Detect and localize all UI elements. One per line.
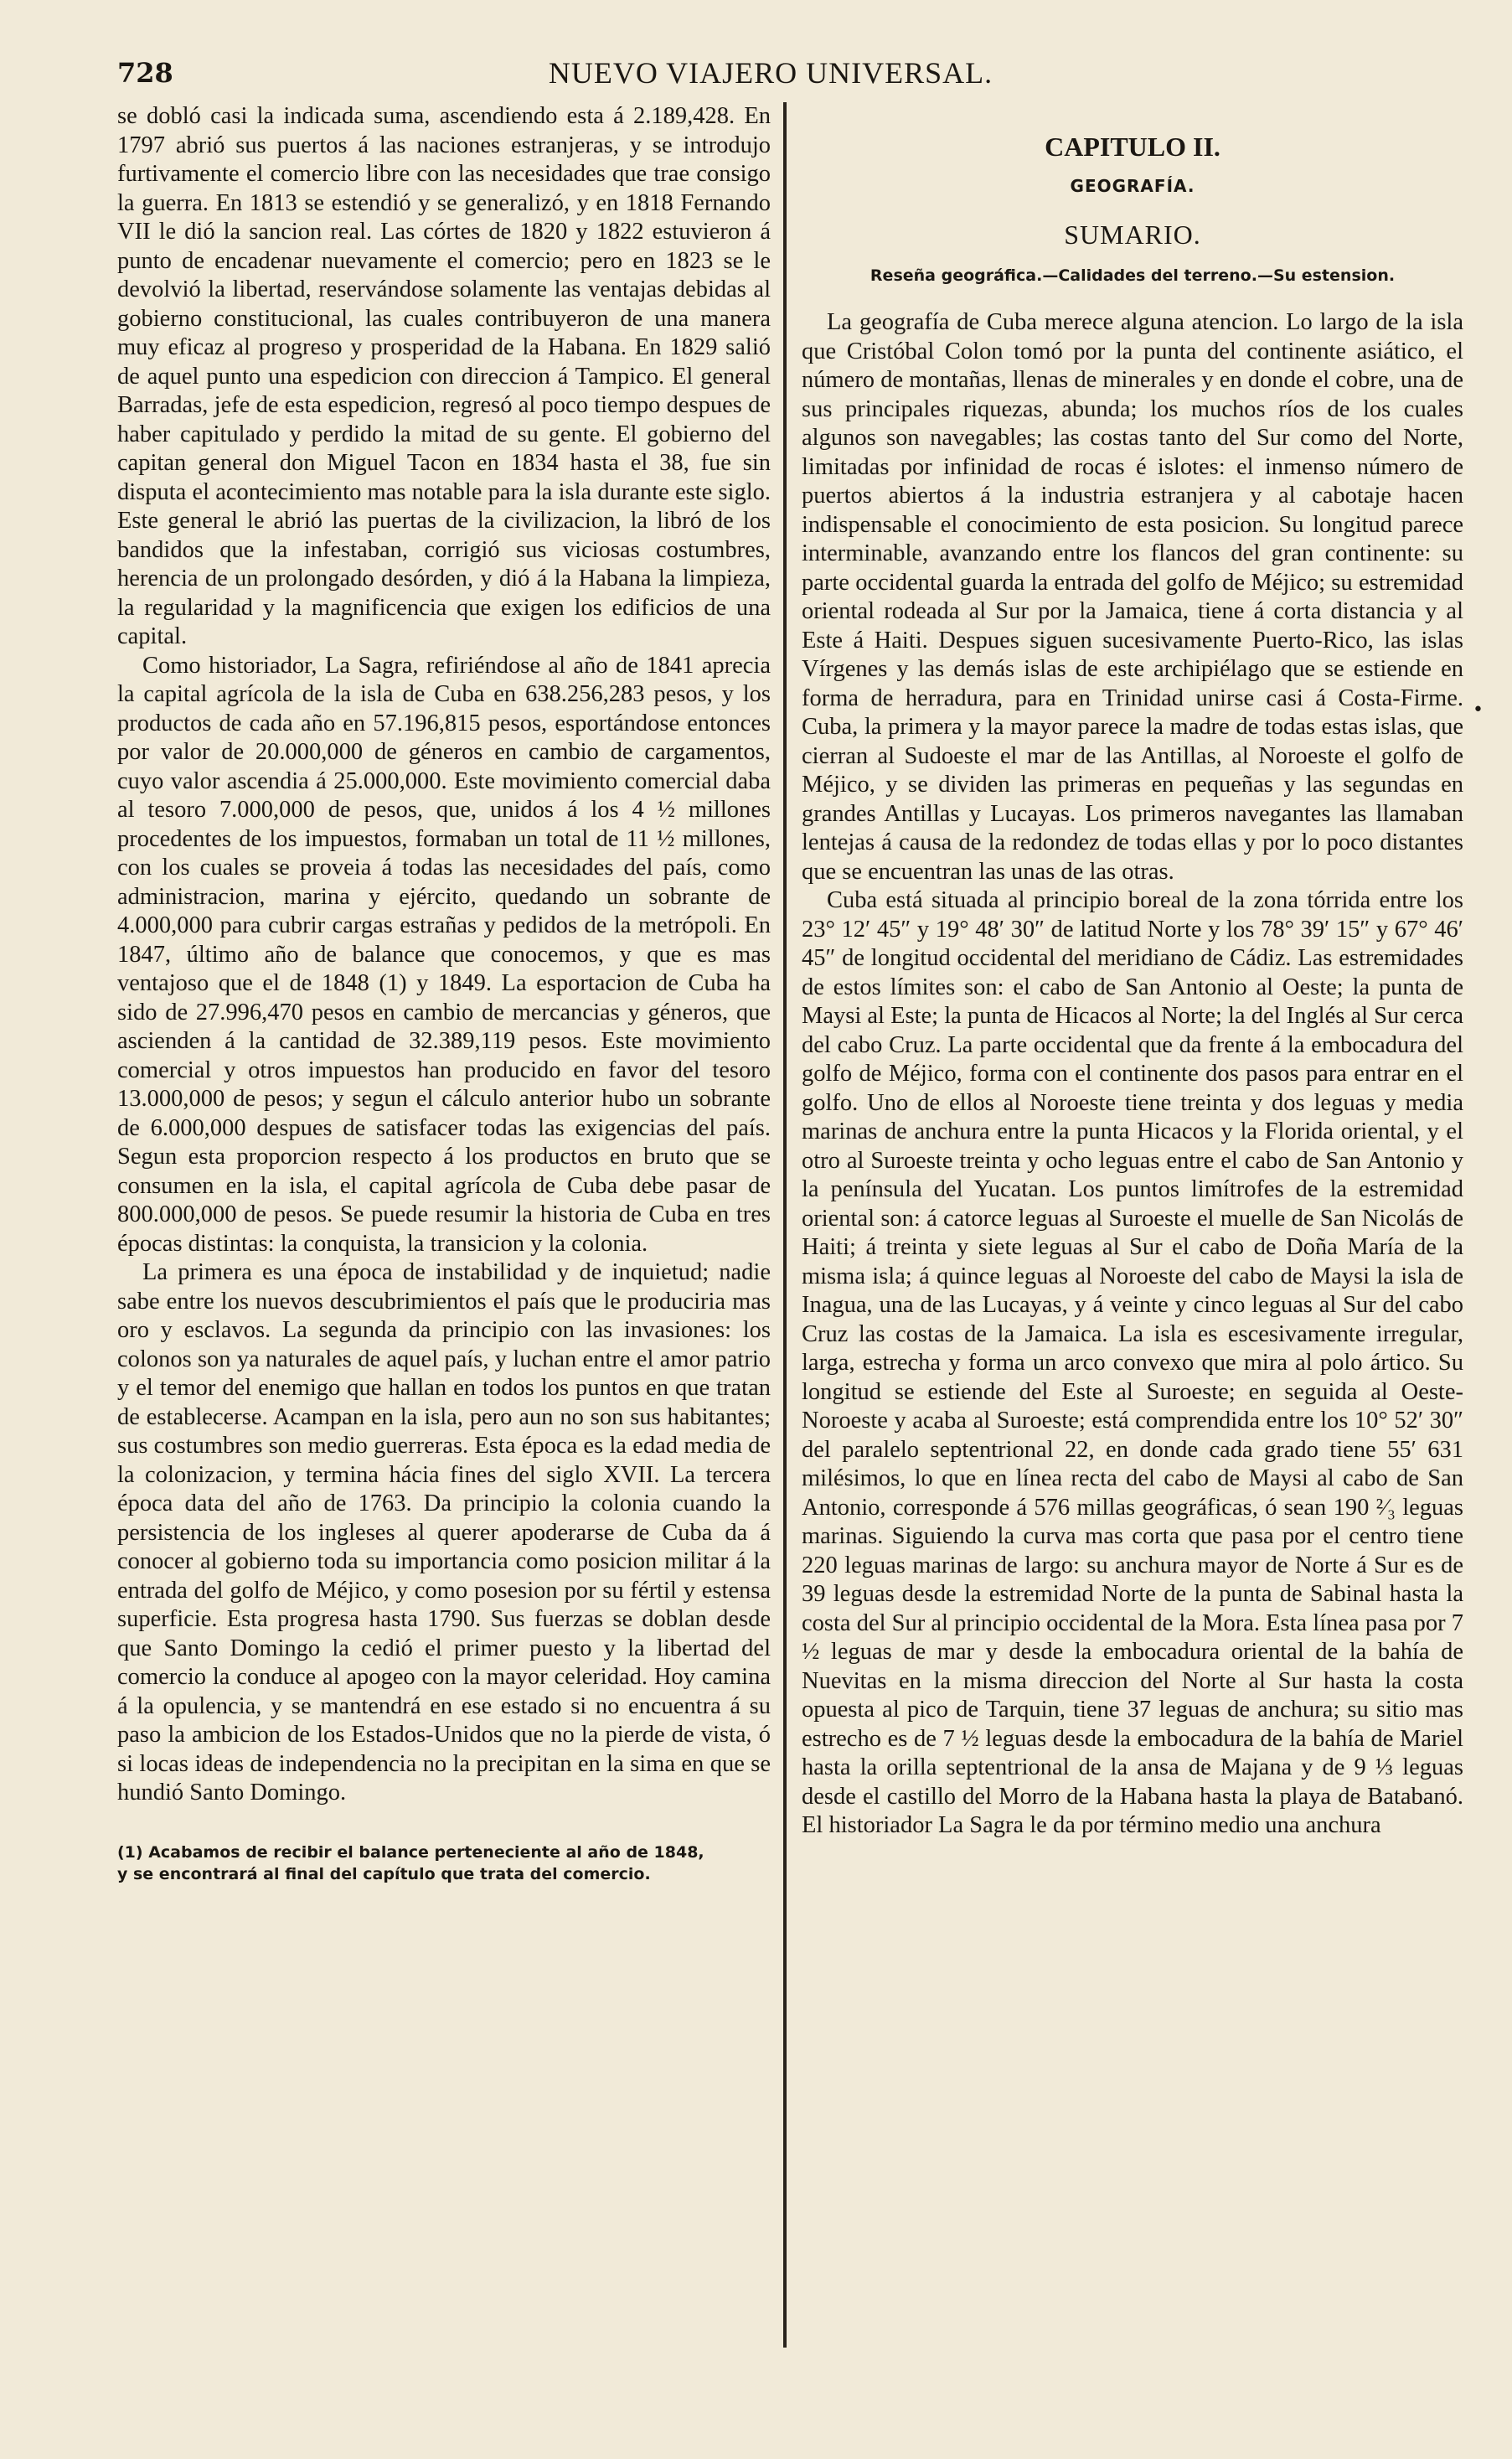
chapter-heading: CAPITULO II. [1045, 132, 1220, 162]
left-paragraph-2: Como historiador, La Sagra, refiriéndose al año de 1841 aprecia la capital agrícola de la isla de Cuba en 638.256,283 pesos, y los productos de cada año en 57.196,815 pesos, esportándose entonces por valor de 20.000,000 de géneros en cambio de cargamentos, cuyo valor ascendia á 25.000,000. Este movimiento comercial daba al tesoro 7.000,000 de pesos, que, unidos á los 4 ½ millones procedentes de los impuestos, formaban un total de 11 ½ millones, con los cuales se proveia á todas las necesidades del país, como administracion, marina y ejército, quedando un sobrante de 4.000,000 para cubrir cargas estrañas y pedidos de la metrópoli. En 1847, último año de balance que conocemos, y que es mas ventajoso que el de 1848 (1) y 1849. La esportacion de Cuba ha sido de 27.996,470 pesos en cambio de mercancias y géneros, que ascienden á la cantidad de 32.389,119 pesos. Este movimiento comercial y otros impuestos han producido en favor del tesoro 13.000,000 de pesos; y segun el cálculo anterior hubo un sobrante de 6.000,000 despues de satisfacer todas las exigencias del país. Segun esta proporcion respecto á los productos en bruto que se consumen en la isla, el capital agrícola de Cuba debe pasar de 800.000,000 de pesos. Se puede resumir la historia de Cuba en tres épocas distintas: la conquista, la transicion y la colonia. [117, 652, 771, 1257]
left-paragraph-3: La primera es una época de instabilidad y de inquietud; nadie sabe entre los nuevos descubrimientos el país que le produciria mas oro y esclavos. La segunda da principio con las invasiones: los colonos son ya naturales de aquel país, y luchan entre el amor patrio y el temor del enemigo que hallan en todos los puntos en que tratan de establecerse. Acampan en la isla, pero aun no son sus habitantes; sus costumbres son medio guerreras. Esta época es la edad media de la colonizacion, y termina hácia fines del siglo XVII. La tercera época data del año de 1763. Da principio la colonia cuando la persistencia de los ingleses al querer apoderarse de Cuba da á conocer al gobierno toda su importancia como posicion militar á la entrada del golfo de Méjico, y como posesion por su fértil y estensa superficie. Esta progresa hasta 1790. Sus fuerzas se doblan desde que Santo Domingo la cedió el primer puesto y la libertad del comercio la conduce al apogeo con la mayor celeridad. Hoy camina á la opulencia, y se mantendrá en ese estado si no encuentra á su paso la ambicion de los Estados-Unidos que no la pierde de vista, ó si locas ideas de independencia no la precipitan en la sima en que se hundió Santo Domingo. [117, 1259, 771, 1806]
column-divider [783, 102, 787, 2348]
footnote-line-2: y se encontrará al final del capítulo que trata del comercio. [117, 1864, 651, 1883]
page-number: 728 [117, 57, 173, 89]
left-column [117, 102, 771, 2348]
chapter-subject: GEOGRAFÍA. [1070, 175, 1195, 196]
summary-heading: SUMARIO. [1064, 220, 1201, 250]
footnote-line-1: (1) Acabamos de recibir el balance perteneciente al año de 1848, [117, 1842, 704, 1862]
right-paragraph-2: Cuba está situada al principio boreal de la zona tórrida entre los 23° 12′ 45″ y 19° 48′ 30″ de latitud Norte y los 78° 39′ 15″ y 67° 46′ 45″ de longitud occidental del meridiano de Cádiz. Las estremidades de estos límites son: el cabo de San Antonio al Oeste; la punta de Maysi al Este; la punta de Hicacos al Norte; la del Inglés al Sur cerca del cabo Cruz. La parte occidental que da frente á la embocadura del golfo de Méjico, forma con el continente dos pasos para entrar en el golfo. Uno de ellos al Noroeste tiene treinta y dos leguas y media marinas de anchura entre la punta Hicacos y la Florida oriental, y el otro al Suroeste treinta y ocho leguas entre el cabo de San Antonio y la península del Yucatan. Los puntos limítrofes de la estremidad oriental son: á catorce leguas al Suroeste el muelle de San Nicolás de Haiti; á treinta y siete leguas al Sur el cabo de Doña María de la misma isla; á quince leguas al Noroeste del cabo de Maysi la isla de Inagua, una de las Lucayas, y á veinte y cinco leguas al Sur del cabo Cruz las costas de la Jamaica. La isla es escesivamente irregular, larga, estrecha y forma un arco convexo que mira al polo ártico. Su longitud se estiende del Este al Suroeste; en seguida al Oeste-Noroeste y acaba al Suroeste; está comprendida entre los 10° 52′ 30″ del paralelo septentrional 22, en donde cada grado tiene 55′ 631 milésimos, lo que en línea recta del cabo de Maysi al cabo de San Antonio, corresponde á 576 millas geográficas, ó sean 190 ²⁄₃ leguas marinas. Siguiendo la curva mas corta que pasa por el centro tiene 220 leguas marinas de largo: su anchura mayor de Norte á Sur es de 39 leguas desde la estremidad Norte de la punta de Sabinal hasta la costa del Sur al principio occidental de la Mora. Esta línea pasa por 7 ½ leguas de mar y desde la embocadura oriental de la bahía de Nuevitas en la misma direccion del Norte al Sur hasta la costa opuesta al pico de Tarquin, tiene 37 leguas de anchura; su sitio mas estrecho es de 7 ½ leguas desde la embocadura de la bahía de Mariel hasta la orilla septentrional de la ansa de Majana y de 9 ⅓ leguas desde el castillo del Morro de la Habana hasta la playa de Batabanó. El historiador La Sagra le da por término medio una anchura [802, 887, 1463, 1838]
margin-dot-icon: • [1473, 700, 1484, 721]
page-header [117, 52, 1424, 102]
footnote [117, 1830, 771, 1885]
summary-text: Reseña geográfica.—Calidades del terreno.—Su estension. [870, 266, 1396, 285]
running-title: NUEVO VIAJERO UNIVERSAL. [548, 56, 993, 90]
left-paragraph-1: se dobló casi la indicada suma, ascendiendo esta á 2.189,428. En 1797 abrió sus puertos á las naciones estranjeras, y se introdujo furtivamente el comercio libre con las necesidades que trae consigo la guerra. En 1813 se estendió y se generalizó, y en 1818 Fernando VII le dió la sancion real. Las córtes de 1820 y 1822 estuvieron á punto de encadenar nuevamente el comercio; pero en 1823 se le devolvió la libertad, reservándose solamente las ventajas debidas al gobierno constitucional, las cuales contribuyeron de una manera muy eficaz al progreso y prosperidad de la Habana. En 1829 salió de aquel punto una espedicion con direccion á Tampico. El general Barradas, jefe de esta espedicion, regresó al poco tiempo despues de haber capitulado y perdido la mitad de su gente. El gobierno del capitan general don Miguel Tacon en 1834 hasta el 38, fue sin disputa el acontecimiento mas notable para la isla durante este siglo. Este general le abrió las puertas de la civilizacion, la libró de los bandidos que la infestaban, corrigió sus viciosas costumbres, herencia de un prolongado desórden, y dió á la Habana la limpieza, la regularidad y la magnificencia que exigen los edificios de una capital. [117, 103, 771, 649]
right-column [802, 102, 1463, 1841]
right-paragraph-1: La geografía de Cuba merece alguna atencion. Lo largo de la isla que Cristóbal Colon tomó por la punta del continente asiático, el número de montañas, llenas de minerales y en donde el cobre, una de sus principales riquezas, abunda; los muchos ríos de los cuales algunos son navegables; las costas tanto del Sur como del Norte, limitadas por infinidad de rocas é islotes: el inmenso número de puertos abiertos á la industria estranjera y al cabotaje hacen indispensable el conocimiento de esta posicion. Su longitud parece interminable, avanzando entre los flancos del gran continente: su parte occidental guarda la entrada del golfo de Méjico; su estremidad oriental rodeada al Sur por la Jamaica, tiene á corta distancia y al Este á Haiti. Despues siguen sucesivamente Puerto-Rico, las islas Vírgenes y las demás islas de este archipiélago que se estiende en forma de herradura, para en Trinidad unirse casi á Costa-Firme. Cuba, la primera y la mayor parece la madre de todas estas islas, que cierran al Sudoeste el mar de las Antillas, al Noroeste el golfo de Méjico, y se dividen las primeras en pequeñas y las segundas en grandes Antillas y Lucayas. Los primeros navegantes las llamaban lentejas á causa de la redondez de todas ellas y por lo poco distantes que se encuentran las unas de las otras. [802, 309, 1463, 885]
